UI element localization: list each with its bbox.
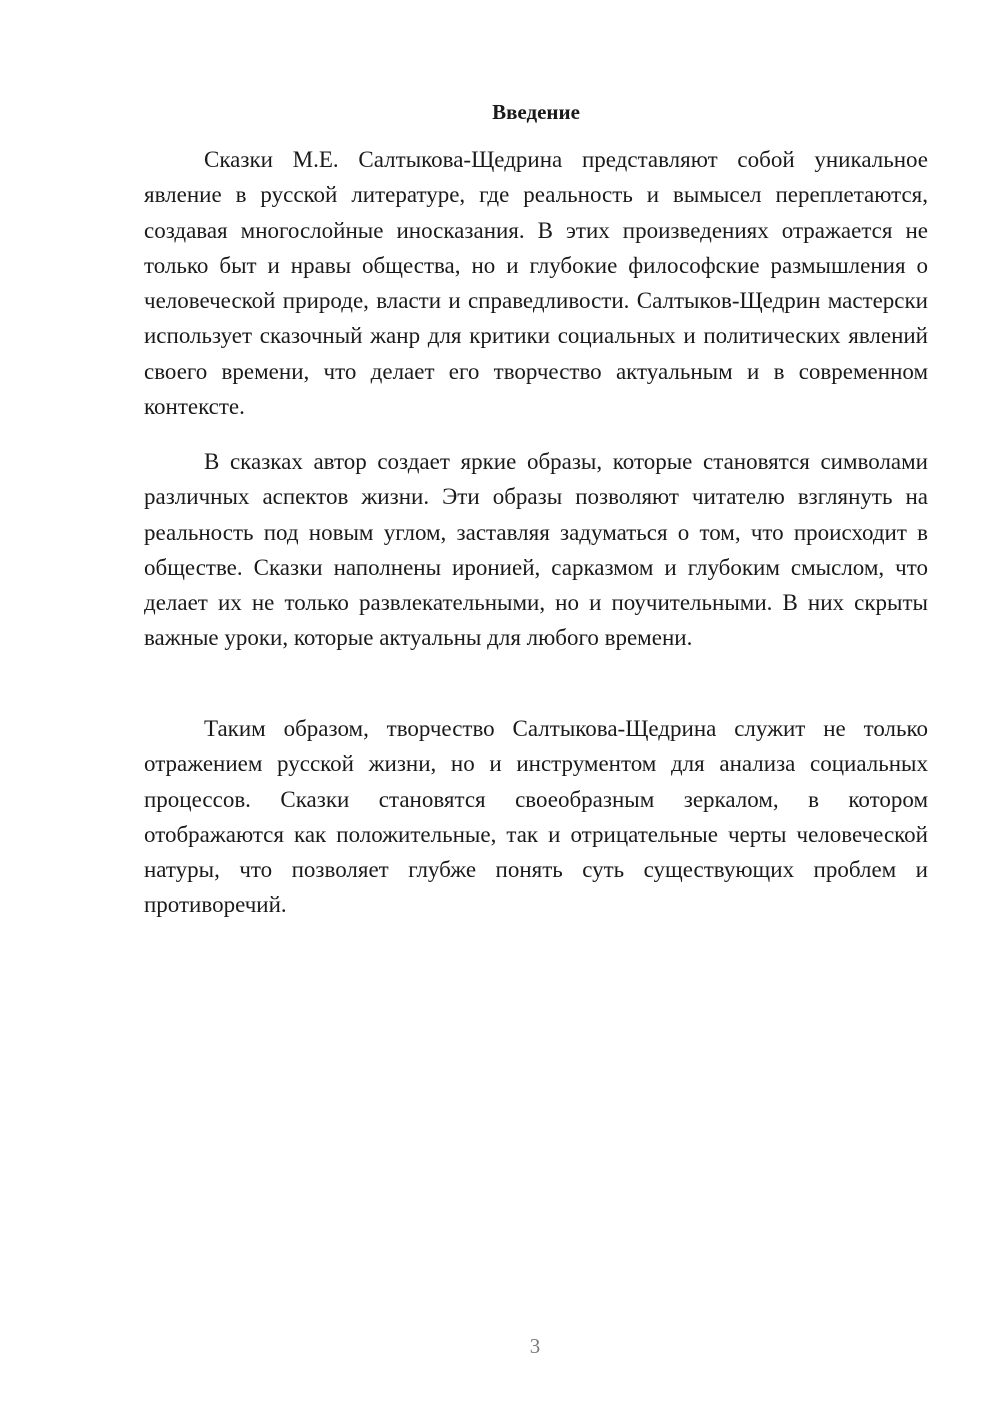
section-heading: Введение: [492, 100, 580, 124]
paragraph-1: Сказки М.Е. Салтыкова-Щедрина представляют собой уникальное явление в русской литературе, где реальность и вымысел переплетаются, создавая многослойные иносказания. В этих произведениях отражается не только быт и нравы общества, но и глубокие философские размышления о человеческой природе, власти и справедливости. Салтыков-Щедрин мастерски использует сказочный жанр для критики социальных и политических явлений своего времени, что делает его творчество актуальным и в современном контексте.: [144, 147, 928, 420]
page-number: 3: [529, 1334, 541, 1358]
paragraph-3: Таким образом, творчество Салтыкова-Щедрина служит не только отражением русской жизни, но и инструментом для анализа социальных процессов. Сказки становятся своеобразным зеркалом, в котором отображаются как положительные, так и отрицательные черты человеческой натуры, что позволяет глубже понять суть существующих проблем и противоречий.: [144, 716, 928, 918]
paragraph-2: В сказках автор создает яркие образы, которые становятся символами различных аспектов жизни. Эти образы позволяют читателю взглянуть на реальность под новым углом, заставляя задуматься о том, что происходит в обществе. Сказки наполнены иронией, сарказмом и глубоким смыслом, что делает их не только развлекательными, но и поучительными. В них скрыты важные уроки, которые актуальны для любого времени.: [144, 449, 928, 651]
